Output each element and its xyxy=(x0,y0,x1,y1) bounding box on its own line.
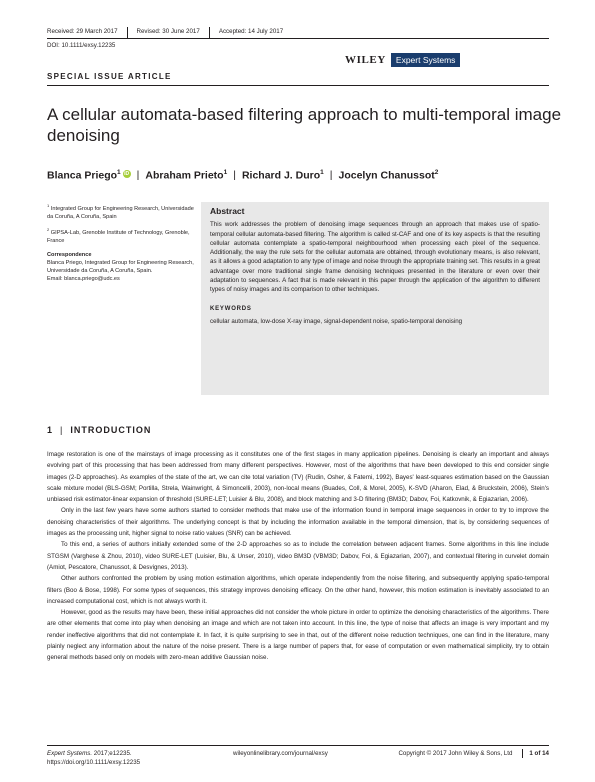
revised-date: Revised: 30 June 2017 xyxy=(137,27,210,38)
section-divider xyxy=(47,85,549,86)
correspondence-email[interactable]: Email: blanca.priego@udc.es xyxy=(47,276,120,283)
intro-heading xyxy=(47,425,151,435)
author-1[interactable]: Blanca Priego$^1$ xyxy=(47,169,121,182)
intro-body xyxy=(47,449,549,664)
submission-dates xyxy=(47,27,549,39)
correspondence-heading: Correspondence xyxy=(47,251,92,258)
section-title: INTRODUCTION xyxy=(70,425,152,435)
affiliation-1: $^1$ Integrated Group for Engineering Research, Universidade da Coruña, A Coruña, Spain xyxy=(47,203,194,221)
section-number: 1 xyxy=(47,425,54,435)
received-date: Received: 29 March 2017 xyxy=(47,27,128,38)
footer-site-link[interactable]: wileyonlinelibrary.com/journal/exsy xyxy=(233,750,328,757)
paragraph: However, good as the results may have been, these initial approaches did not consider the whole picture in order to optimize the denoising characteristics of the algorithms. There are other elements that come into play when denoising an image and which are not taken into account. In this line, the type of noise that affects an image is very important and my render ineffective algorithms that did not contemplate it. In fact, it is quite surprising to see in that, out of the different noise reduction techniques, one can find in the literature, many plainly neglect any information about the nature of the noise present. There is a large number of papers that, for ease of computation or even mathematical simplicity, try to obtain general methods based only on models with zero-mean additive Gaussian noise. xyxy=(47,609,549,662)
paragraph: To this end, a series of authors initially extended some of the 2-D approaches so as to include the correlation between adjacent frames. Some algorithms in this line include STGSM (Varghese & Zhou, 2010), video SURE-LET (Luisier, Blu, & Unser, 2010), video BM3D (VBM3D; Dabov, Foi, & Egiazarian, 2007), and contextual filtering in curvelet domain (Amiot, Pescatore, Chanussot, & Desvignes, 2013). xyxy=(47,541,549,571)
journal-logo: Expert Systems xyxy=(391,53,461,67)
paragraph: Other authors confronted the problem by using motion estimation algorithms, which operate independently from the noise filtering, and subsequently applying spatio-temporal filters (Boo & Bose, 1998). For some types of sequences, this strategy improves denoising efficacy. On the other hand, however, this motion estimation is inevitably associated to an increased computational cost, which is not always worth it. xyxy=(47,575,549,605)
abstract-heading: Abstract xyxy=(210,206,245,216)
doi[interactable]: DOI: 10.1111/exsy.12235 xyxy=(47,42,116,49)
author-3[interactable]: Richard J. Duro$^1$ xyxy=(241,169,324,182)
author-list xyxy=(47,169,438,182)
footer-right xyxy=(398,749,549,758)
author-separator: | xyxy=(233,169,236,181)
abstract-text: This work addresses the problem of denoising image sequences through an approach that makes use of spatio-temporal cellular automata-based filtering. The algorithm is called st-CAF and one of its key aspects is that the resulting cellular automata contemplate a spatio-temporal neighbourhood when processing each pixel of the sequence. Additionally, the way the rule sets for the cellular automata are obtained, through evolutionary means, is also relevant, as it allows a good adaptation to any type of image and noise through the appropriate training set. This results in a great advantage over more traditional single frame denoising techniques presented in the literature or even over their adaptation to sequences. A fact that is made relevant in this paper through the application of the algorithm to different types of noisy images and its comparison to other techniques. xyxy=(210,221,540,294)
section-separator: | xyxy=(60,425,64,435)
article-title: A cellular automata-based filtering approach to multi-temporal image denoising xyxy=(47,105,562,145)
article-type: SPECIAL ISSUE ARTICLE xyxy=(47,72,172,81)
footer-doi-link[interactable]: https://doi.org/10.1111/exsy.12235 xyxy=(47,759,141,766)
citation: Expert Systems. 2017;e12235. https://doi.org/10.1111/exsy.12235 xyxy=(47,750,141,766)
accepted-date: Accepted: 14 July 2017 xyxy=(218,28,284,35)
keywords-heading: KEYWORDS xyxy=(210,305,252,312)
copyright: Copyright © 2017 John Wiley & Sons, Ltd xyxy=(398,750,513,757)
paragraph: Image restoration is one of the mainstays of image processing as it constitutes one of the first stages in many application pipelines. Denoising is clearly an important and always evolving part of this processing that has been addressed from many different perspectives. However, most of the algorithms that have been developed to this end consider single images (2-D approaches). As examples of the state of the art, we can cite total variation (TV) (Rudin, Osher, & Fatemi, 1992), Bayes' least-squares estimation based on the Gaussian scale mixture model (BLS-GSM; Portilla, Strela, Wainwright, & Simoncelli, 2003), non-local means (Buades, Coll, & Morel, 2005), K-SVD (Aharon, Elad, & Bruckstein, 2006), Stein's unbiased risk estimator-linear expansion of threshold (SURE-LET; Luisier & Blu, 2008), and block matching and 3-D filtering (BM3D; Dabov, Foi, Katkovnik, & Egiazarian, 2006). xyxy=(47,451,549,504)
author-separator: | xyxy=(136,169,140,181)
paragraph: Only in the last few years have some authors started to consider methods that make use of the information found in temporal image sequences in order to try to improve the denoising characteristics of their algorithms. The underlying concept is that by including the information available in the temporal dimension, that is, by considering sequences of images as the processing unit, higher signal to noise ratio values (SNR) can be achieved. xyxy=(47,507,549,538)
page-footer xyxy=(47,745,549,767)
orcid-icon[interactable]: iD xyxy=(124,171,130,177)
page-number: 1 of 14 xyxy=(522,749,549,758)
wiley-logo: WILEY xyxy=(345,54,386,66)
author-separator: | xyxy=(329,169,333,181)
author-2[interactable]: Abraham Prieto$^1$ xyxy=(145,169,228,182)
author-4[interactable]: Jocelyn Chanussot$^2$ xyxy=(338,169,439,182)
abstract-box xyxy=(201,202,549,395)
publisher-brand xyxy=(345,53,460,67)
affiliations xyxy=(47,202,197,288)
affiliation-2: $^2$ GIPSA-Lab, Grenoble Institute of Technology, Grenoble, France xyxy=(47,227,190,245)
keywords: cellular automata, low-dose X-ray image, signal-dependent noise, spatio-temporal denoising xyxy=(210,317,463,325)
correspondence-text: Blanca Priego, Integrated Group for Engineering Research, Universidade da Coruña, A Coruña, Spain. xyxy=(47,259,194,274)
